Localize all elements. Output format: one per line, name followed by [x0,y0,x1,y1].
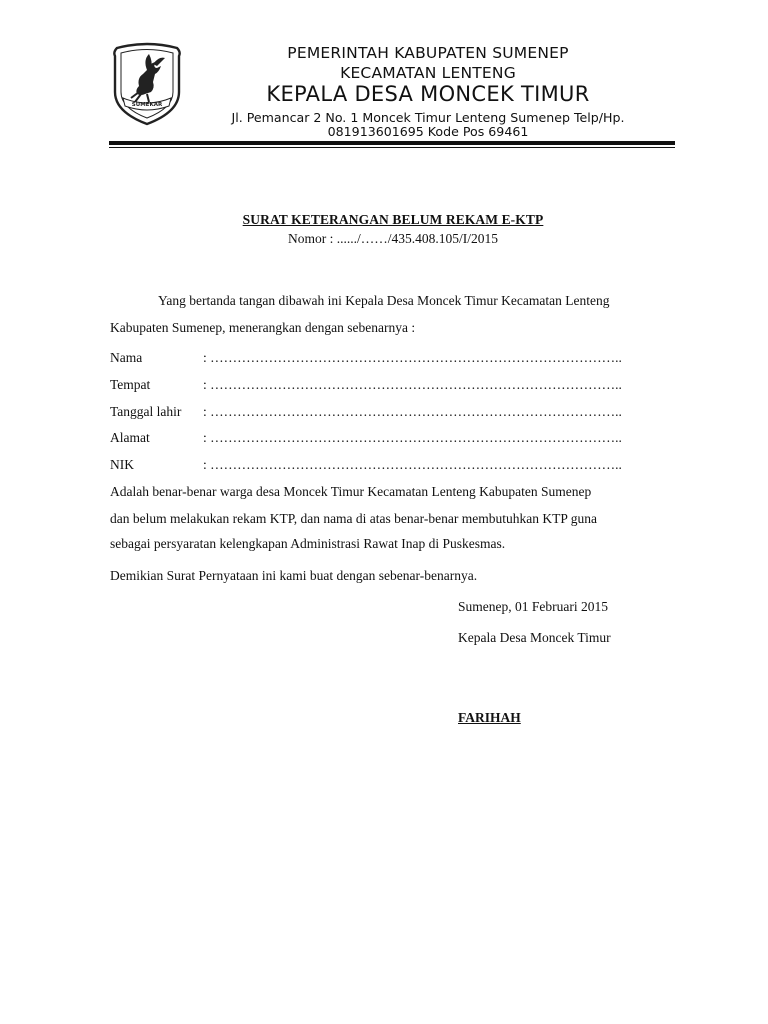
field-value: : ……………………………………………………………………………….. [203,404,622,419]
opening-paragraph-line-2: Kabupaten Sumenep, menerangkan dengan sebenarnya : [110,320,416,335]
field-label: Tempat [110,377,151,392]
field-label: NIK [110,457,134,472]
letterhead-divider-thick [109,141,675,145]
address-line-1: Jl. Pemancar 2 No. 1 Moncek Timur Lenteng Sumenep Telp/Hp. [231,110,625,125]
letterhead-divider-thin [109,147,675,148]
letter-number: Nomor : ....../……/435.408.105/I/2015 [288,231,498,246]
field-value: : ……………………………………………………………………………….. [203,457,622,472]
government-name: PEMERINTAH KABUPATEN SUMENEP [287,44,569,62]
statement-line-3: sebagai persyaratan kelengkapan Administrasi Rawat Inap di Puskesmas. [110,536,506,551]
closing-paragraph: Demikian Surat Pernyataan ini kami buat dengan sebenar-benarnya. [110,568,478,583]
field-value: : ……………………………………………………………………………….. [203,430,622,445]
address-line-2: 081913601695 Kode Pos 69461 [327,124,529,139]
statement-line-2: dan belum melakukan rekam KTP, dan nama di atas benar-benar membutuhkan KTP guna [110,511,597,526]
signatory-name: FARIHAH [458,710,521,725]
field-label: Tanggal lahir [110,404,182,419]
field-label: Alamat [110,430,150,445]
letter-title: SURAT KETERANGAN BELUM REKAM E-KTP [242,212,544,227]
signatory-position: Kepala Desa Moncek Timur [458,630,611,645]
statement-line-1: Adalah benar-benar warga desa Moncek Timur Kecamatan Lenteng Kabupaten Sumenep [110,484,592,499]
field-label: Nama [110,350,143,365]
logo-ribbon-text: SUMEKAR [131,102,163,108]
sumenep-coat-of-arms-logo [109,42,185,126]
field-value: : ……………………………………………………………………………….. [203,377,622,392]
office-name: KEPALA DESA MONCEK TIMUR [266,82,590,106]
opening-paragraph-line-1: Yang bertanda tangan dibawah ini Kepala Desa Moncek Timur Kecamatan Lenteng [158,293,610,308]
place-and-date: Sumenep, 01 Februari 2015 [458,599,608,614]
field-value: : ……………………………………………………………………………….. [203,350,622,365]
district-name: KECAMATAN LENTENG [340,64,516,82]
